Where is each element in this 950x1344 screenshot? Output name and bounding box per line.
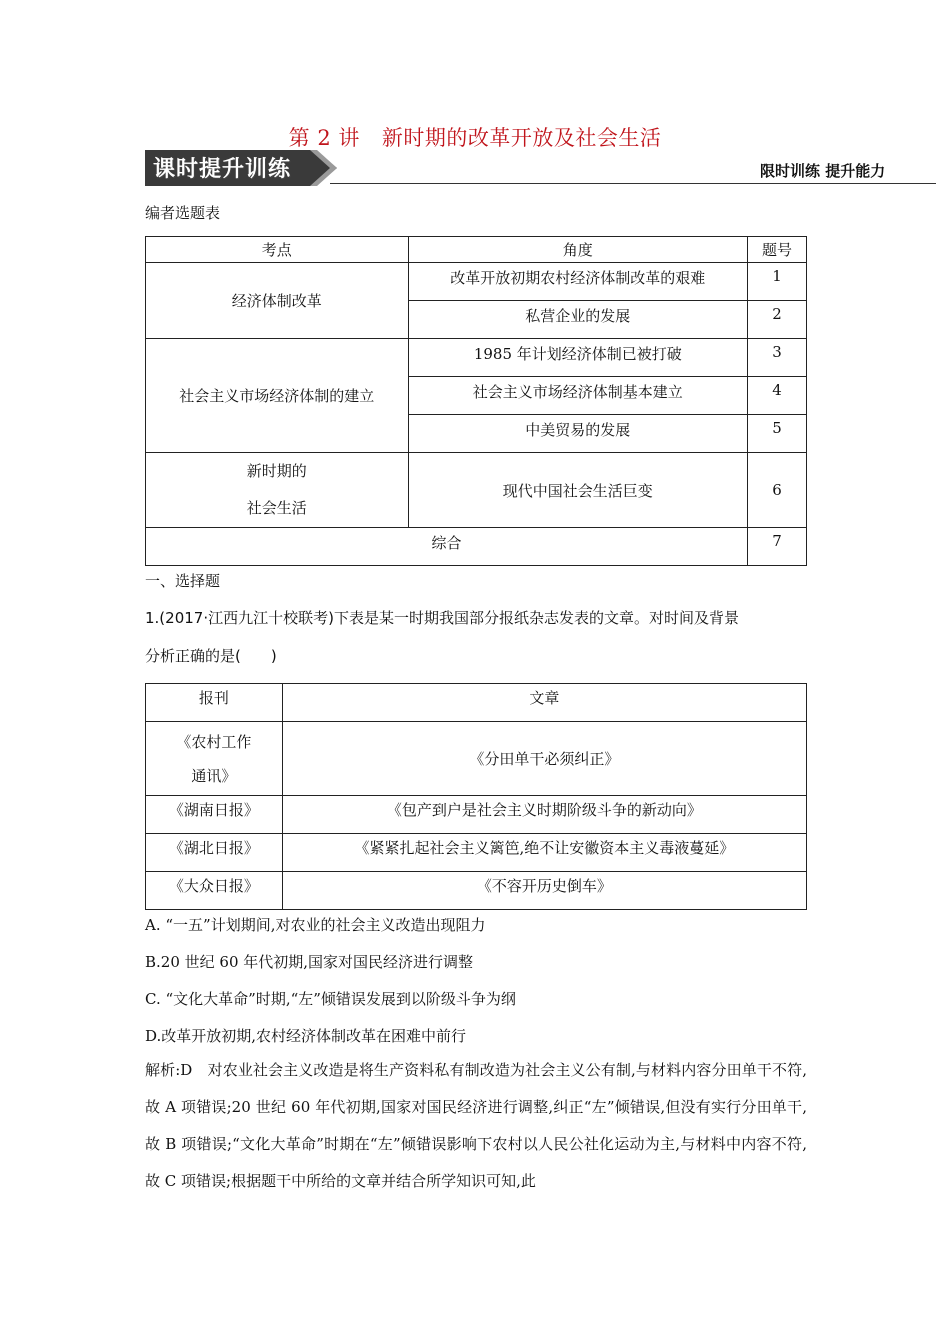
header-cell: 文章 [282,684,806,722]
table-row [146,528,807,566]
option-c: C. “文化大革命”时期,“左”倾错误发展到以阶级斗争为纲 [145,990,516,1008]
lecture-number: 第 2 讲 [288,126,360,150]
number-cell: 5 [748,415,807,453]
page-title [0,122,950,152]
angle-cell: 改革开放初期农村经济体制改革的艰难 [408,263,747,301]
header-cell: 考点 [146,237,409,263]
number-cell: 3 [748,339,807,377]
paper-cell [146,722,283,796]
option-a: A. “一五”计划期间,对农业的社会主义改造出现阻力 [145,916,486,934]
table-caption: 编者选题表 [145,204,221,222]
table-row [146,834,807,872]
topic-line: 社会生活 [246,499,307,517]
banner-slogan: 限时训练 提升能力 [760,162,886,180]
angle-cell: 现代中国社会生活巨变 [408,453,747,528]
angle-cell: 私营企业的发展 [408,301,747,339]
table-header-row [146,237,807,263]
number-cell: 7 [748,528,807,566]
topic-line: 新时期的 [246,462,307,480]
option-b: B.20 世纪 60 年代初期,国家对国民经济进行调整 [145,953,474,971]
summary-cell: 综合 [146,528,748,566]
option-d: D.改革开放初期,农村经济体制改革在困难中前行 [145,1027,467,1045]
paper-cell: 《大众日报》 [146,872,283,910]
paper-cell: 《湖北日报》 [146,834,283,872]
article-cell: 《不容开历史倒车》 [282,872,806,910]
article-cell: 《分田单干必须纠正》 [282,722,806,796]
banner-rule [330,183,936,184]
paper-cell: 《湖南日报》 [146,796,283,834]
header-cell: 角度 [408,237,747,263]
table-row [146,796,807,834]
answer-analysis: 解析:D 对农业社会主义改造是将生产资料私有制改造为社会主义公有制,与材料内容分田单干不符,故 A 项错误;20 世纪 60 年代初期,国家对国民经济进行调整,纠正“左”倾错误,但没有实行分田单干,故 B 项错误;“文化大革命”时期在“左”倾错误影响下农村以人民公社化运动为主,与材料中内容不符,故 C 项错误;根据题干中所给的文章并结合所学知识可知,此 [145,1061,807,1190]
article-cell: 《包产到户是社会主义时期阶级斗争的新动向》 [282,796,806,834]
table-row [146,722,807,796]
section-heading: 一、选择题 [145,572,221,590]
header-cell: 题号 [748,237,807,263]
topic-cell: 经济体制改革 [146,263,409,339]
angle-cell: 社会主义市场经济体制基本建立 [408,377,747,415]
lecture-title: 新时期的改革开放及社会生活 [381,126,662,150]
question-stem: 1.(2017·江西九江十校联考)下表是某一时期我国部分报纸杂志发表的文章。对时间及背景 [145,609,739,627]
table-row [146,872,807,910]
number-cell: 2 [748,301,807,339]
table-row [146,263,807,301]
topic-table [145,236,807,566]
number-cell: 6 [748,453,807,528]
banner-label: 课时提升训练 [153,157,292,182]
table-row [146,339,807,377]
number-cell: 1 [748,263,807,301]
paper-line: 《农村工作 [176,732,252,751]
angle-cell: 1985 年计划经济体制已被打破 [408,339,747,377]
header-cell: 报刊 [146,684,283,722]
article-cell: 《紧紧扎起社会主义篱笆,绝不让安徽资本主义毒液蔓延》 [282,834,806,872]
table-header-row [146,684,807,722]
number-cell: 4 [748,377,807,415]
topic-cell [146,453,409,528]
topic-cell: 社会主义市场经济体制的建立 [146,339,409,453]
table-row [146,453,807,528]
paper-line: 通讯》 [191,766,237,785]
question-stem: 分析正确的是( ) [145,647,277,665]
angle-cell: 中美贸易的发展 [408,415,747,453]
newspaper-table [145,683,807,910]
